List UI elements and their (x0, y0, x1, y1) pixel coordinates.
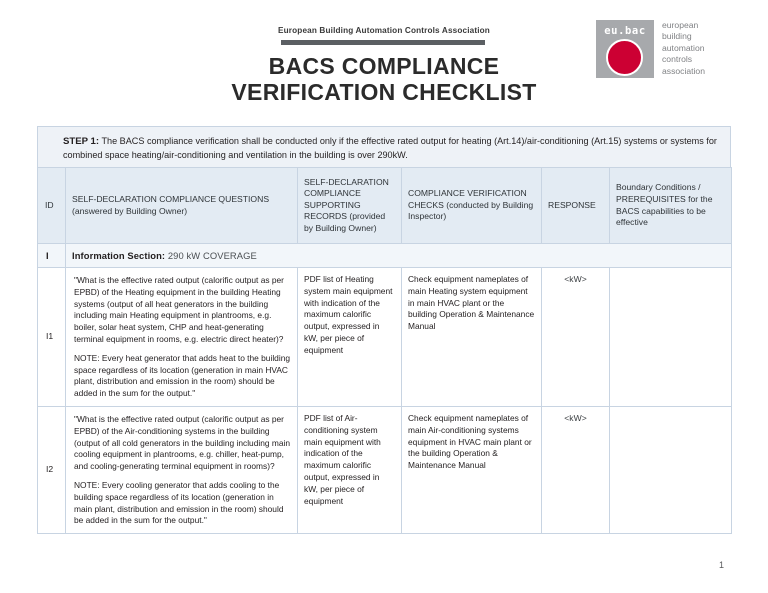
title-line-2: VERIFICATION CHECKLIST (231, 79, 537, 105)
document-header (0, 0, 768, 118)
step-1-banner (37, 126, 731, 169)
table-section-row (38, 244, 732, 268)
header-cell-checks: COMPLIANCE VERIFICATION CHECKS (conducted by Building Inspector) (402, 168, 542, 244)
row-question (66, 268, 298, 407)
table-row (38, 406, 732, 533)
header-cell-records: SELF-DECLARATION COMPLIANCE SUPPORTING RECORDS (provided by Building Owner) (298, 168, 402, 244)
row-boundary (610, 406, 732, 533)
row-records: PDF list of Heating system main equipment with indication of the maximum calorific output, expressed in kW, per piece of equipment (298, 268, 402, 407)
header-cell-boundary: Boundary Conditions / PREREQUISITES for the BACS capabilities to be effective (610, 168, 732, 244)
row-checks: Check equipment nameplates of main Heating system equipment in main HVAC plant or the building Operation & Maintenance Manual (402, 268, 542, 407)
logo-mark-text: eu.bac (604, 25, 646, 37)
row-response[interactable]: <kW> (542, 268, 610, 407)
logo-word-european: european (662, 20, 699, 30)
step-1-label: STEP 1: (63, 136, 100, 147)
row-checks: Check equipment nameplates of main Air-conditioning systems equipment in HVAC main plant or the building Operation & Maintenance Manual (402, 406, 542, 533)
table-row (38, 268, 732, 407)
row-question-main: "What is the effective rated output (calorific output as per EPBD) of the Air-conditioning systems in the building (output of all cold generators in the building including main cooling equipment in plantrooms, e.g. chiller, heat-pump, and cooling-generating terminal equipment in rooms)? (74, 413, 291, 472)
row-question (66, 406, 298, 533)
header-cell-id: ID (38, 168, 66, 244)
eubac-logo (596, 20, 705, 78)
section-value: 290 kW COVERAGE (165, 250, 257, 261)
title-line-1: BACS COMPLIANCE (268, 53, 500, 79)
step-1-text: The BACS compliance verification shall be conducted only if the effective rated output for heating (Art.14)/air-conditioning (Art.15) systems or systems for combined space heating/air-conditioning and ventilation in the building is over 290kW. (63, 136, 717, 160)
logo-mark (596, 20, 654, 78)
header-cell-response: RESPONSE (542, 168, 610, 244)
section-label: Information Section: (72, 250, 166, 261)
row-id: I2 (38, 406, 66, 533)
row-response[interactable]: <kW> (542, 406, 610, 533)
section-title (66, 244, 732, 268)
logo-word-controls: controls (662, 54, 693, 65)
section-id: I (38, 244, 66, 268)
logo-red-circle-icon (606, 39, 643, 76)
row-question-note: NOTE: Every cooling generator that adds cooling to the building space regardless of its location (generation in main plant, distribution and emission in the room) should be added in the sum for the output." (74, 479, 284, 526)
header-cell-questions: SELF-DECLARATION COMPLIANCE QUESTIONS (answered by Building Owner) (66, 168, 298, 244)
table-header-row (38, 168, 732, 244)
row-id: I1 (38, 268, 66, 407)
logo-word-association: association (662, 65, 705, 76)
row-records: PDF list of Air-conditioning system main equipment with indication of the maximum calorific output, expressed in kW, per piece of equipment (298, 406, 402, 533)
page-number: 1 (718, 560, 724, 570)
compliance-checklist-table (37, 167, 732, 534)
row-question-main: "What is the effective rated output (calorific output as per EPBD) of the Heating equipment in the building Heating systems (output of all heat generators in the building including main Heating equipment in plantrooms, e.g. boiler, solar heat system, CHP and heat-generating terminal equipment in rooms, e.g. electric direct heater)? (74, 275, 284, 344)
logo-word-building: building (662, 31, 692, 42)
row-question-note: NOTE: Every heat generator that adds heat to the building space regardless of its location (generation in main HVAC plant, distribution and emission in the room) should be added in the sum for the output." (74, 352, 291, 399)
row-boundary (610, 268, 732, 407)
logo-word-automation: automation (662, 42, 705, 53)
title-divider-bar (281, 40, 485, 45)
logo-wordmark (662, 20, 705, 77)
association-line: European Building Automation Controls Association (278, 26, 490, 35)
